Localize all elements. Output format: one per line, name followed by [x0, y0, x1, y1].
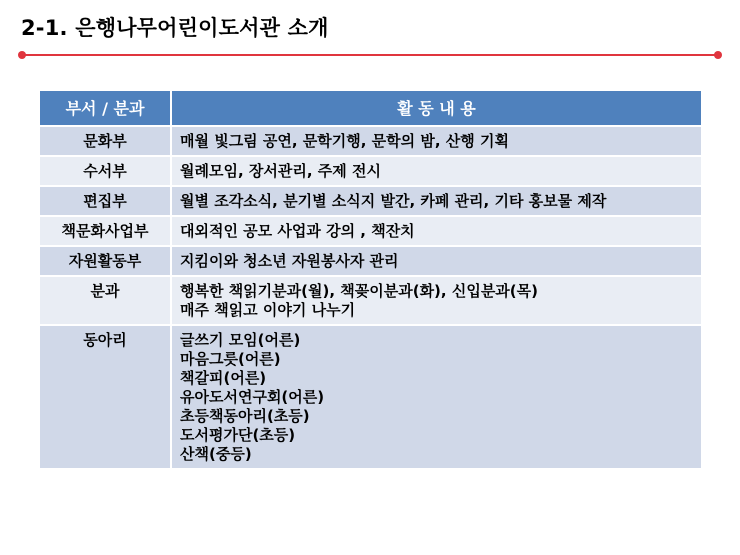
- activity-line: 글쓰기 모임(어른): [180, 331, 301, 349]
- table-row: [39, 186, 702, 216]
- activity-cell: [171, 156, 702, 186]
- activity-line: 마음그릇(어른): [180, 350, 281, 368]
- dept-cell: 편집부: [39, 186, 171, 216]
- divider-right-dot: [714, 51, 722, 59]
- activity-line: 초등책동아리(초등): [180, 407, 310, 425]
- activity-line: 도서평가단(초등): [180, 426, 296, 444]
- activity-line: 행복한 책읽기분과(월), 책꽂이분과(화), 신입분과(목): [180, 282, 538, 300]
- activity-cell: [171, 276, 702, 325]
- table-row: [39, 216, 702, 246]
- header-activities: 활 동 내 용: [171, 90, 702, 126]
- activity-line: 지킴이와 청소년 자원봉사자 관리: [180, 252, 399, 270]
- activity-line: 책갈피(어른): [180, 369, 267, 387]
- dept-cell: 자원활동부: [39, 246, 171, 276]
- table-row: [39, 325, 702, 469]
- activity-line: 대외적인 공모 사업과 강의 , 책잔치: [180, 222, 415, 240]
- dept-cell: 분과: [39, 276, 171, 325]
- activity-line: 매월 빛그림 공연, 문학기행, 문학의 밤, 산행 기획: [180, 132, 509, 150]
- header-dept: 부서 / 분과: [39, 90, 171, 126]
- activity-table: [38, 89, 703, 470]
- table-header-row: [39, 90, 702, 126]
- activity-line: 산책(중등): [180, 445, 252, 463]
- divider-left-dot: [18, 51, 26, 59]
- activity-cell: [171, 186, 702, 216]
- activity-line: 월례모임, 장서관리, 주제 전시: [180, 162, 381, 180]
- page-title: 2-1. 은행나무어린이도서관 소개: [21, 16, 329, 40]
- title-divider: [22, 54, 718, 56]
- table-row: [39, 126, 702, 156]
- dept-cell: 문화부: [39, 126, 171, 156]
- dept-cell: 수서부: [39, 156, 171, 186]
- activity-cell: [171, 216, 702, 246]
- activity-line: 매주 책읽고 이야기 나누기: [180, 301, 356, 319]
- activity-cell: [171, 126, 702, 156]
- table-row: [39, 156, 702, 186]
- activity-cell: [171, 325, 702, 469]
- dept-cell: 동아리: [39, 325, 171, 469]
- activity-line: 월별 조각소식, 분기별 소식지 발간, 카페 관리, 기타 홍보물 제작: [180, 192, 607, 210]
- activity-line: 유아도서연구회(어른): [180, 388, 325, 406]
- table-row: [39, 276, 702, 325]
- dept-cell: 책문화사업부: [39, 216, 171, 246]
- activity-cell: [171, 246, 702, 276]
- table-row: [39, 246, 702, 276]
